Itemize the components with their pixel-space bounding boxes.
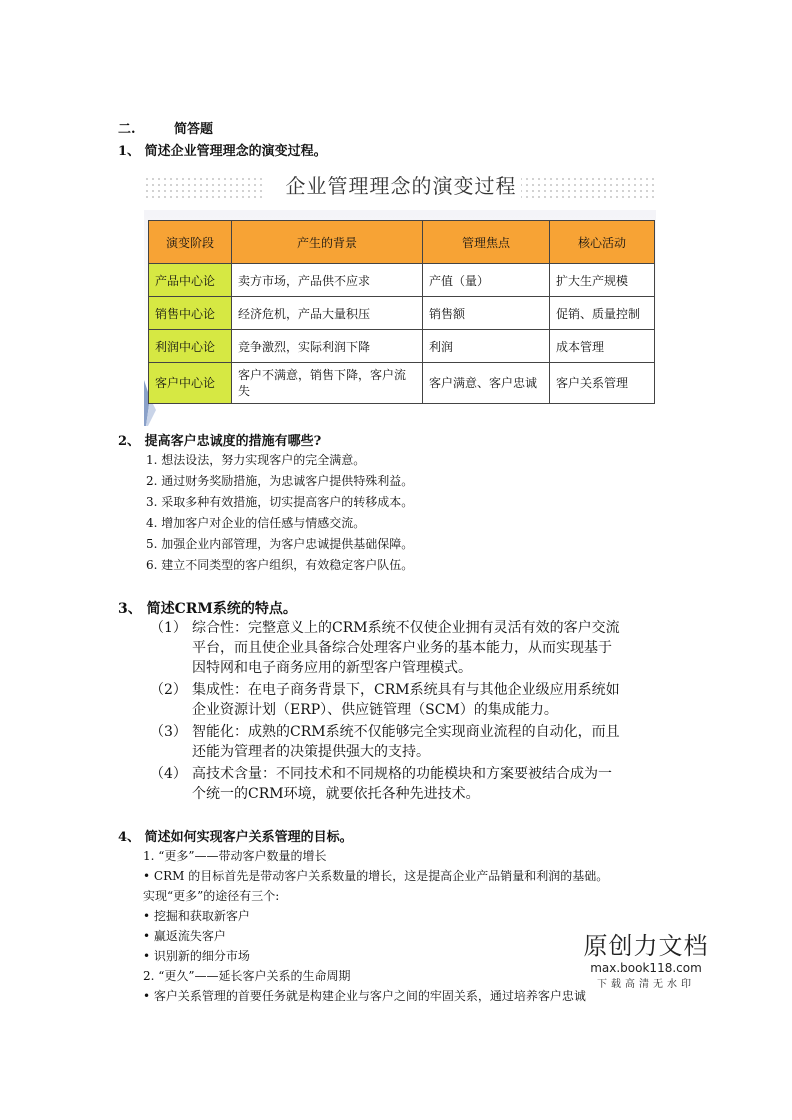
q4-line: • 挖掘和获取新客户 — [143, 909, 250, 923]
question-1-title: 1、 简述企业管理理念的演变过程。 — [118, 144, 327, 159]
table-cell-stage: 客户中心论 — [149, 363, 232, 404]
list-item: 2. 通过财务奖励措施，为忠诚客户提供特殊利益。 — [146, 474, 414, 488]
evolution-table — [148, 220, 655, 404]
table-row — [149, 330, 655, 363]
table-header-cell: 演变阶段 — [149, 221, 232, 264]
table-cell: 客户关系管理 — [550, 363, 655, 404]
table-cell: 客户满意、客户忠诚 — [423, 363, 550, 404]
table-row — [149, 363, 655, 404]
table-cell: 产值（量） — [423, 264, 550, 297]
watermark-domain: max.book118.com — [590, 961, 702, 975]
q4-line: 1. “更多”——带动客户数量的增长 — [143, 849, 327, 863]
list-item: 6. 建立不同类型的客户组织，有效稳定客户队伍。 — [146, 558, 414, 572]
table-header-row — [149, 221, 655, 264]
item-text: 高技术含量：不同技术和不同规格的功能模块和方案要被结合成为一 个统一的CRM环境，就要依托各种先进技术。 — [192, 766, 612, 802]
section-number: 二. — [118, 122, 136, 137]
question-3-title: 3、 简述CRM系统的特点。 — [118, 601, 297, 617]
list-item: 1. 想法设法，努力实现客户的完全满意。 — [146, 453, 366, 467]
table-header-cell: 核心活动 — [550, 221, 655, 264]
item-text: 集成性：在电子商务背景下，CRM系统具有与其他企业级应用系统如 企业资源计划（ERP）、供应链管理（SCM）的集成能力。 — [192, 682, 620, 718]
list-item: 4. 增加客户对企业的信任感与情感交流。 — [146, 516, 366, 530]
table-cell: 成本管理 — [550, 330, 655, 363]
table-header-cell: 管理焦点 — [423, 221, 550, 264]
q3-list — [150, 618, 690, 802]
item-number: （2） — [150, 682, 187, 698]
item-text: 综合性：完整意义上的CRM系统不仅使企业拥有灵活有效的客户交流 平台，而且使企业具备综合处理客户业务的基本能力，从而实现基于 因特网和电子商务应用的新型客户管理模式。 — [192, 620, 620, 676]
table-cell: 客户不满意，销售下降，客户流失 — [232, 363, 423, 404]
table-cell: 扩大生产规模 — [550, 264, 655, 297]
item-number: （1） — [150, 620, 187, 636]
table-header-cell: 产生的背景 — [232, 221, 423, 264]
item-text: 智能化：成熟的CRM系统不仅能够完全实现商业流程的自动化，而且 还能为管理者的决策提供强大的支持。 — [192, 724, 620, 760]
figure-title: 企业管理理念的演变过程 — [144, 170, 658, 199]
table-cell: 经济危机，产品大量积压 — [232, 297, 423, 330]
table-cell-stage: 产品中心论 — [149, 264, 232, 297]
table-cell: 卖方市场，产品供不应求 — [232, 264, 423, 297]
question-2-title: 2、 提高客户忠诚度的措施有哪些? — [118, 434, 322, 449]
list-item: 5. 加强企业内部管理，为客户忠诚提供基础保障。 — [146, 537, 414, 551]
table-cell-stage: 销售中心论 — [149, 297, 232, 330]
table-cell: 销售额 — [423, 297, 550, 330]
watermark-brand: 原创力文档 — [583, 932, 709, 960]
table-cell: 促销、质量控制 — [550, 297, 655, 330]
watermark — [580, 926, 712, 990]
q4-line: • 赢返流失客户 — [143, 929, 226, 943]
table-row — [149, 264, 655, 297]
watermark-slogan: 下载高清无水印 — [597, 979, 695, 990]
table-cell: 利润 — [423, 330, 550, 363]
item-number: （3） — [150, 724, 187, 740]
q4-line: • CRM 的目标首先是带动客户关系数量的增长，这是提高企业产品销量和利润的基础。 — [143, 869, 609, 883]
q2-list — [146, 450, 413, 576]
table-cell: 竞争激烈，实际利润下降 — [232, 330, 423, 363]
section-heading — [118, 118, 213, 137]
q4-line: 实现“更多”的途径有三个: — [143, 889, 280, 903]
item-number: （4） — [150, 766, 187, 782]
table-row — [149, 297, 655, 330]
q4-line: • 客户关系管理的首要任务就是构建企业与客户之间的牢固关系，通过培养客户忠诚 — [143, 989, 586, 1003]
section-title: 简答题 — [174, 122, 214, 137]
table-cell-stage: 利润中心论 — [149, 330, 232, 363]
list-item: 3. 采取多种有效措施，切实提高客户的转移成本。 — [146, 495, 414, 509]
question-4-title: 4、 简述如何实现客户关系管理的目标。 — [118, 830, 353, 845]
q4-line: 2. “更久”——延长客户关系的生命周期 — [143, 969, 351, 983]
q4-line: • 识别新的细分市场 — [143, 949, 250, 963]
